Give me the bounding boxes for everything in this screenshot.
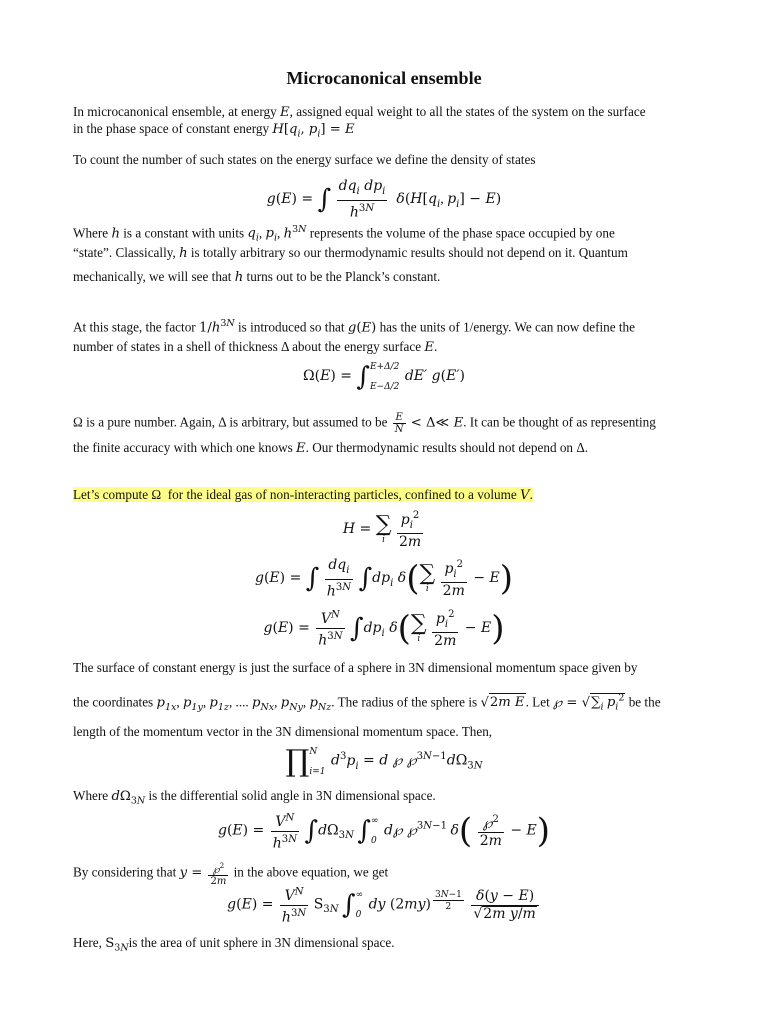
- equation-g-final: g(E) = $\frac{V^N}{h^{3N}}$ $S_{3N}$ ∫∞ 0 dy (2my) $^{\frac{3N-1}{2}}$ $\frac{\delta(y - E)}{\text{√2m y/m}}$: [0, 884, 768, 926]
- paragraph-unit-sphere: Here, $S_{3N}is$ the area of unit sphere in 3N dimensional space.: [73, 935, 395, 954]
- equation-product-measure: ∏N i=1 $d^3p_i = d$ ℘ $℘^{3N-1}d\Omega_{3N}$: [285, 744, 483, 779]
- paragraph-substitution: By considering that y = $\frac{℘^2}{2m}$ in the above equation, we get: [73, 861, 389, 888]
- equation-hamiltonian: H = ∑ i $\frac{p_i^2}{2m}$: [342, 510, 422, 551]
- paragraph-sphere-line3: length of the momentum vector in the 3N dimensional momentum space. Then,: [73, 724, 493, 739]
- equation-g-volume: g(E) = $\frac{V^N}{h^{3N}}$ $\int dp_i$ δ( ∑ i $\frac{p_i^2}{2m}$ − E): [263, 608, 505, 650]
- paragraph-omega-line2: the finite accuracy with which one knows E. Our thermodynamic results should not depend on Δ.: [73, 440, 589, 456]
- equation-g-solid-angle: g(E) = $\frac{V^N}{h^{3N}}$ $\int d\Omega_{3N}$ ∫∞ 0 d℘ ℘$^{3N-1}$ δ( $\frac{℘^2}{2m}$ − E): [217, 811, 551, 852]
- equation-omega-shell: Ω(E) = ∫E+Δ/2 E−Δ/2 dE′ g(E′): [303, 362, 465, 392]
- paragraph-h-line1: Where h is a constant with units $q_i$, $p_i$, $h^{3N}$ represents the volume of the phase space occupied by one: [73, 224, 615, 245]
- paragraph-solid-angle: Where $d\Omega_{3N}$ is the differential solid angle in 3N dimensional space.: [73, 788, 436, 807]
- page-title: Microcanonical ensemble: [286, 68, 482, 88]
- paragraph-factor-line1: At this stage, the factor $1/h^{3N}$ is introduced so that g(E) has the units of 1/energy. We can now define the: [73, 318, 635, 336]
- equation-density-of-states: g(E) = ∫ $\frac{dq_i dp_i}{h^{3N}}$ $\delta(H[q_i$, $p_i] - E$): [266, 178, 502, 221]
- paragraph-intro-line1: In microcanonical ensemble, at energy E, assigned equal weight to all the states of the system on the surface: [73, 104, 646, 120]
- equation-g-integral: g(E) = ∫ $\frac{dq_i}{h^{3N}}$ $\int dp_i$ δ( ∑ i $\frac{p_i^2}{2m}$ − E): [254, 557, 514, 600]
- paragraph-sphere-line2: the coordinates $p_{1x}$, $p_{1y}$, $p_{1z}$, .... $p_{Nx}$, $p_{Ny}$, $p_{Nz}$. The radius of the sphere is √2m E. Let ℘ = $√\sum_i$ $p_i^2$ be the: [73, 693, 661, 714]
- paragraph-ideal-gas-highlight: Let’s compute Ω for the ideal gas of non-interacting particles, confined to a volume V.: [73, 487, 533, 503]
- paragraph-intro-line2: in the phase space of constant energy $H[q_i$, $p_i] = E$: [73, 121, 355, 140]
- paragraph-h-line3: mechanically, we will see that h turns out to be the Planck’s constant.: [73, 269, 441, 285]
- paragraph-factor-line2: number of states in a shell of thickness Δ about the energy surface E.: [73, 339, 438, 355]
- paragraph-density-intro: To count the number of such states on the energy surface we define the density of states: [73, 152, 536, 167]
- paragraph-omega-line1: Ω is a pure number. Again, Δ is arbitrary, but assumed to be $\frac{E}{N}$ < Δ≪ E. It can be thought of as representing: [73, 412, 656, 435]
- paragraph-sphere-line1: The surface of constant energy is just the surface of a sphere in 3N dimensional momentum space given by: [73, 660, 638, 675]
- paragraph-h-line2: “state”. Classically, h is totally arbitrary so our thermodynamic results should not depend on it. Quantum: [73, 245, 628, 261]
